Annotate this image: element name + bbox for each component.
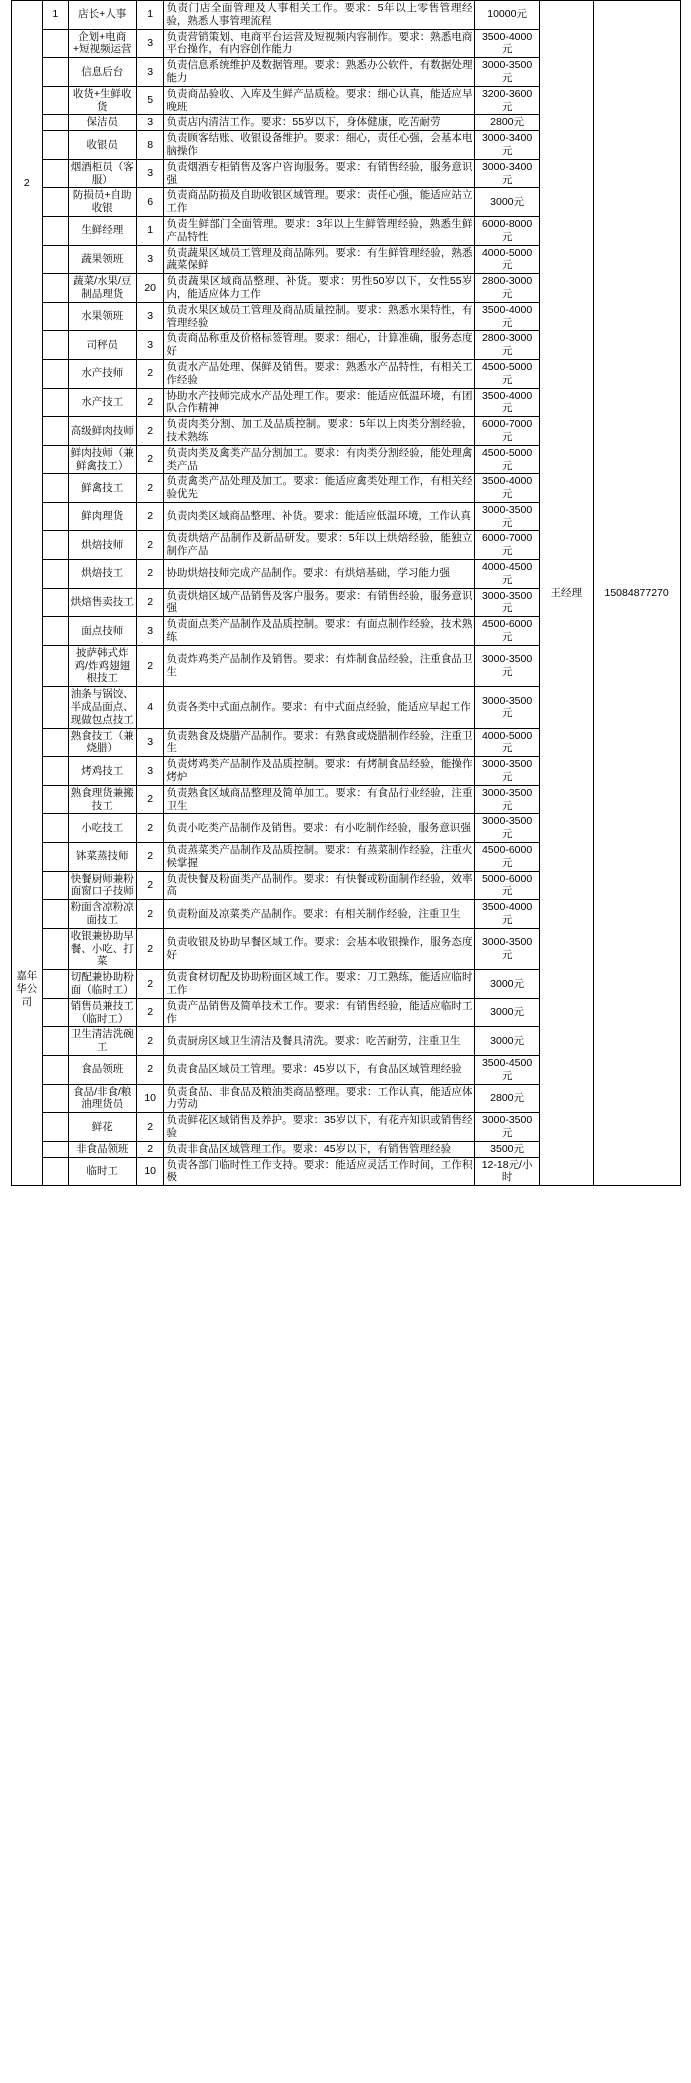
row-index bbox=[43, 1084, 68, 1113]
salary: 3500元 bbox=[475, 1141, 539, 1157]
salary: 4500-6000元 bbox=[475, 617, 539, 646]
post-name: 小吃技工 bbox=[68, 814, 136, 843]
job-description: 负责商品称重及价格标签管理。要求：细心，计算准确，服务态度好 bbox=[164, 331, 475, 360]
salary: 4500-5000元 bbox=[475, 359, 539, 388]
post-name: 鲜肉理货 bbox=[68, 502, 136, 531]
job-description: 负责水果区域员工管理及商品质量控制。要求：熟悉水果特性，有管理经验 bbox=[164, 302, 475, 331]
post-name: 防损员+自助收银 bbox=[68, 188, 136, 217]
row-index bbox=[43, 474, 68, 503]
post-name: 非食品领班 bbox=[68, 1141, 136, 1157]
post-name: 鲜肉技师（兼鲜禽技工） bbox=[68, 445, 136, 474]
job-description: 负责烘焙区域产品销售及客户服务。要求：有销售经验，服务意识强 bbox=[164, 588, 475, 617]
job-description: 负责商品验收、入库及生鲜产品质检。要求：细心认真，能适应早晚班 bbox=[164, 86, 475, 115]
row-index bbox=[43, 928, 68, 969]
row-index bbox=[43, 58, 68, 87]
job-description: 负责烘焙产品制作及新品研发。要求：5年以上烘焙经验，能独立制作产品 bbox=[164, 531, 475, 560]
job-description: 协助水产技师完成水产品处理工作。要求：能适应低温环境，有团队合作精神 bbox=[164, 388, 475, 417]
post-name: 钵菜蒸技师 bbox=[68, 843, 136, 872]
post-name: 收银员 bbox=[68, 131, 136, 160]
salary: 3000-3500元 bbox=[475, 928, 539, 969]
headcount: 2 bbox=[136, 417, 164, 446]
salary: 3200-3600元 bbox=[475, 86, 539, 115]
headcount: 3 bbox=[136, 115, 164, 131]
post-name: 粉面含凉粉凉面技工 bbox=[68, 900, 136, 929]
row-index bbox=[43, 388, 68, 417]
job-description: 负责粉面及凉菜类产品制作。要求：有相关制作经验，注重卫生 bbox=[164, 900, 475, 929]
post-name: 店长+人事 bbox=[68, 1, 136, 30]
row-index bbox=[43, 757, 68, 786]
job-description: 负责蔬果区域商品整理、补货。要求：男性50岁以下，女性55岁内，能适应体力工作 bbox=[164, 274, 475, 303]
job-description: 负责炸鸡类产品制作及销售。要求：有炸制食品经验，注重食品卫生 bbox=[164, 645, 475, 686]
post-name: 熟食理货兼搬技工 bbox=[68, 785, 136, 814]
headcount: 10 bbox=[136, 1157, 164, 1186]
headcount: 2 bbox=[136, 785, 164, 814]
job-description: 负责肉类及禽类产品分割加工。要求：有肉类分割经验，能处理禽类产品 bbox=[164, 445, 475, 474]
salary: 3000-3500元 bbox=[475, 785, 539, 814]
post-name: 烘焙技师 bbox=[68, 531, 136, 560]
post-name: 蔬果领班 bbox=[68, 245, 136, 274]
headcount: 4 bbox=[136, 687, 164, 728]
post-name: 披萨韩式炸鸡/炸鸡翅翅根技工 bbox=[68, 645, 136, 686]
headcount: 3 bbox=[136, 245, 164, 274]
salary: 3000元 bbox=[475, 1027, 539, 1056]
job-description: 负责禽类产品处理及加工。要求：能适应禽类处理工作，有相关经验优先 bbox=[164, 474, 475, 503]
salary: 3500-4000元 bbox=[475, 388, 539, 417]
row-index bbox=[43, 617, 68, 646]
job-description: 负责非食品区域管理工作。要求：45岁以下，有销售管理经验 bbox=[164, 1141, 475, 1157]
post-name: 切配兼协助粉面（临时工） bbox=[68, 970, 136, 999]
post-name: 临时工 bbox=[68, 1157, 136, 1186]
salary: 3000元 bbox=[475, 970, 539, 999]
row-index bbox=[43, 331, 68, 360]
contact-person: 王经理 bbox=[539, 1, 593, 1186]
headcount: 1 bbox=[136, 216, 164, 245]
post-name: 烟酒柜员（客服） bbox=[68, 159, 136, 188]
job-description: 负责烟酒专柜销售及客户咨询服务。要求：有销售经验，服务意识强 bbox=[164, 159, 475, 188]
row-index bbox=[43, 274, 68, 303]
headcount: 2 bbox=[136, 445, 164, 474]
job-description: 负责各部门临时性工作支持。要求：能适应灵活工作时间，工作积极 bbox=[164, 1157, 475, 1186]
post-name: 信息后台 bbox=[68, 58, 136, 87]
job-description: 负责肉类分割、加工及品质控制。要求：5年以上肉类分割经验，技术熟练 bbox=[164, 417, 475, 446]
job-description: 负责商品防损及自助收银区域管理。要求：责任心强，能适应站立工作 bbox=[164, 188, 475, 217]
salary: 6000-7000元 bbox=[475, 531, 539, 560]
salary: 6000-8000元 bbox=[475, 216, 539, 245]
salary: 12-18元/小时 bbox=[475, 1157, 539, 1186]
salary: 4000-5000元 bbox=[475, 728, 539, 757]
headcount: 2 bbox=[136, 843, 164, 872]
salary: 4500-6000元 bbox=[475, 843, 539, 872]
salary: 3000元 bbox=[475, 188, 539, 217]
salary: 3000-3500元 bbox=[475, 687, 539, 728]
post-name: 熟食技工（兼烧腊） bbox=[68, 728, 136, 757]
post-name: 卫生清洁洗碗工 bbox=[68, 1027, 136, 1056]
row-index bbox=[43, 998, 68, 1027]
salary: 3500-4000元 bbox=[475, 900, 539, 929]
headcount: 2 bbox=[136, 1027, 164, 1056]
salary: 2800-3000元 bbox=[475, 274, 539, 303]
salary: 4500-5000元 bbox=[475, 445, 539, 474]
headcount: 2 bbox=[136, 928, 164, 969]
company-cell bbox=[11, 1, 43, 1186]
salary: 5000-6000元 bbox=[475, 871, 539, 900]
post-name: 烤鸡技工 bbox=[68, 757, 136, 786]
row-index bbox=[43, 417, 68, 446]
row-index bbox=[43, 445, 68, 474]
row-index bbox=[43, 871, 68, 900]
salary: 3500-4000元 bbox=[475, 29, 539, 58]
row-index bbox=[43, 531, 68, 560]
salary: 2800元 bbox=[475, 1084, 539, 1113]
headcount: 1 bbox=[136, 1, 164, 30]
headcount: 2 bbox=[136, 970, 164, 999]
table-row bbox=[11, 1, 680, 30]
post-name: 水果领班 bbox=[68, 302, 136, 331]
row-index bbox=[43, 245, 68, 274]
job-description: 负责各类中式面点制作。要求：有中式面点经验，能适应早起工作 bbox=[164, 687, 475, 728]
post-name: 快餐厨师兼粉面窗口子技师 bbox=[68, 871, 136, 900]
row-index bbox=[43, 843, 68, 872]
job-description: 负责熟食区域商品整理及简单加工。要求：有食品行业经验，注重卫生 bbox=[164, 785, 475, 814]
job-description: 负责门店全面管理及人事相关工作。要求：5年以上零售管理经验，熟悉人事管理流程 bbox=[164, 1, 475, 30]
headcount: 3 bbox=[136, 728, 164, 757]
headcount: 3 bbox=[136, 159, 164, 188]
row-index bbox=[43, 86, 68, 115]
job-description: 协助烘焙技师完成产品制作。要求：有烘焙基础，学习能力强 bbox=[164, 560, 475, 589]
row-index: 1 bbox=[43, 1, 68, 30]
salary: 3000-3500元 bbox=[475, 58, 539, 87]
contact-phone: 15084877270 bbox=[593, 1, 680, 1186]
row-index bbox=[43, 560, 68, 589]
salary: 3000-3500元 bbox=[475, 645, 539, 686]
job-description: 负责烤鸡类产品制作及品质控制。要求：有烤制食品经验，能操作烤炉 bbox=[164, 757, 475, 786]
row-index bbox=[43, 1055, 68, 1084]
salary: 10000元 bbox=[475, 1, 539, 30]
row-index bbox=[43, 1141, 68, 1157]
job-description: 负责食品、非食品及粮油类商品整理。要求：工作认真，能适应体力劳动 bbox=[164, 1084, 475, 1113]
salary: 3500-4000元 bbox=[475, 302, 539, 331]
post-name: 水产技师 bbox=[68, 359, 136, 388]
post-name: 收货+生鲜收货 bbox=[68, 86, 136, 115]
row-index bbox=[43, 302, 68, 331]
row-index bbox=[43, 502, 68, 531]
headcount: 3 bbox=[136, 757, 164, 786]
headcount: 3 bbox=[136, 302, 164, 331]
headcount: 3 bbox=[136, 617, 164, 646]
job-description: 负责收银及协助早餐区域工作。要求：会基本收银操作，服务态度好 bbox=[164, 928, 475, 969]
headcount: 20 bbox=[136, 274, 164, 303]
salary: 3500-4500元 bbox=[475, 1055, 539, 1084]
job-table-body bbox=[11, 1, 680, 1186]
job-description: 负责信息系统维护及数据管理。要求：熟悉办公软件，有数据处理能力 bbox=[164, 58, 475, 87]
salary: 3000-3400元 bbox=[475, 159, 539, 188]
headcount: 2 bbox=[136, 1141, 164, 1157]
row-index bbox=[43, 900, 68, 929]
headcount: 2 bbox=[136, 1055, 164, 1084]
job-description: 负责生鲜部门全面管理。要求：3年以上生鲜管理经验，熟悉生鲜产品特性 bbox=[164, 216, 475, 245]
headcount: 2 bbox=[136, 645, 164, 686]
job-description: 负责店内清洁工作。要求：55岁以下，身体健康，吃苦耐劳 bbox=[164, 115, 475, 131]
post-name: 企划+电商+短视频运营 bbox=[68, 29, 136, 58]
headcount: 3 bbox=[136, 58, 164, 87]
headcount: 5 bbox=[136, 86, 164, 115]
post-name: 食品/非食/粮油理货员 bbox=[68, 1084, 136, 1113]
salary: 4000-5000元 bbox=[475, 245, 539, 274]
job-table bbox=[11, 0, 681, 1186]
row-index bbox=[43, 359, 68, 388]
row-index bbox=[43, 687, 68, 728]
salary: 3000-3400元 bbox=[475, 131, 539, 160]
job-description: 负责面点类产品制作及品质控制。要求：有面点制作经验，技术熟练 bbox=[164, 617, 475, 646]
headcount: 2 bbox=[136, 560, 164, 589]
job-description: 负责营销策划、电商平台运营及短视频内容制作。要求：熟悉电商平台操作，有内容创作能力 bbox=[164, 29, 475, 58]
row-index bbox=[43, 728, 68, 757]
post-name: 油条与锅饺、半成品面点、现做包点技工 bbox=[68, 687, 136, 728]
headcount: 10 bbox=[136, 1084, 164, 1113]
row-index bbox=[43, 1113, 68, 1142]
headcount: 2 bbox=[136, 998, 164, 1027]
row-index bbox=[43, 115, 68, 131]
job-description: 负责快餐及粉面类产品制作。要求：有快餐或粉面制作经验，效率高 bbox=[164, 871, 475, 900]
row-index bbox=[43, 970, 68, 999]
headcount: 6 bbox=[136, 188, 164, 217]
job-description: 负责食品区域员工管理。要求：45岁以下，有食品区域管理经验 bbox=[164, 1055, 475, 1084]
headcount: 2 bbox=[136, 502, 164, 531]
salary: 3000-3500元 bbox=[475, 814, 539, 843]
job-description: 负责厨房区域卫生清洁及餐具清洗。要求：吃苦耐劳，注重卫生 bbox=[164, 1027, 475, 1056]
salary: 6000-7000元 bbox=[475, 417, 539, 446]
row-label: 2 bbox=[23, 177, 30, 190]
headcount: 2 bbox=[136, 588, 164, 617]
salary: 3000-3500元 bbox=[475, 1113, 539, 1142]
salary: 4000-4500元 bbox=[475, 560, 539, 589]
row-index bbox=[43, 588, 68, 617]
headcount: 3 bbox=[136, 331, 164, 360]
post-name: 烘焙售卖技工 bbox=[68, 588, 136, 617]
job-description: 负责蒸菜类产品制作及品质控制。要求：有蒸菜制作经验，注重火候掌握 bbox=[164, 843, 475, 872]
post-name: 鲜花 bbox=[68, 1113, 136, 1142]
salary: 2800元 bbox=[475, 115, 539, 131]
post-name: 蔬菜/水果/豆制品理货 bbox=[68, 274, 136, 303]
headcount: 3 bbox=[136, 29, 164, 58]
job-description: 负责食材切配及协助粉面区域工作。要求：刀工熟练，能适应临时工作 bbox=[164, 970, 475, 999]
post-name: 高级鲜肉技师 bbox=[68, 417, 136, 446]
row-index bbox=[43, 814, 68, 843]
headcount: 2 bbox=[136, 1113, 164, 1142]
row-index bbox=[43, 216, 68, 245]
post-name: 水产技工 bbox=[68, 388, 136, 417]
headcount: 8 bbox=[136, 131, 164, 160]
row-index bbox=[43, 188, 68, 217]
row-index bbox=[43, 159, 68, 188]
row-index bbox=[43, 645, 68, 686]
post-name: 收银兼协助早餐、小吃、打菜 bbox=[68, 928, 136, 969]
salary: 3500-4000元 bbox=[475, 474, 539, 503]
post-name: 销售员兼技工（临时工） bbox=[68, 998, 136, 1027]
salary: 3000-3500元 bbox=[475, 502, 539, 531]
job-description: 负责小吃类产品制作及销售。要求：有小吃制作经验，服务意识强 bbox=[164, 814, 475, 843]
row-index bbox=[43, 29, 68, 58]
row-index bbox=[43, 131, 68, 160]
job-description: 负责蔬果区域员工管理及商品陈列。要求：有生鲜管理经验，熟悉蔬菜保鲜 bbox=[164, 245, 475, 274]
salary: 2800-3000元 bbox=[475, 331, 539, 360]
salary: 3000元 bbox=[475, 998, 539, 1027]
salary: 3000-3500元 bbox=[475, 757, 539, 786]
company-name: 嘉年华公司 bbox=[16, 970, 38, 1008]
job-description: 负责顾客结账、收银设备维护。要求：细心，责任心强，会基本电脑操作 bbox=[164, 131, 475, 160]
post-name: 保洁员 bbox=[68, 115, 136, 131]
post-name: 烘焙技工 bbox=[68, 560, 136, 589]
headcount: 2 bbox=[136, 531, 164, 560]
row-index bbox=[43, 1027, 68, 1056]
post-name: 鲜禽技工 bbox=[68, 474, 136, 503]
job-description: 负责产品销售及简单技术工作。要求：有销售经验，能适应临时工作 bbox=[164, 998, 475, 1027]
job-description: 负责熟食及烧腊产品制作。要求：有熟食或烧腊制作经验，注重卫生 bbox=[164, 728, 475, 757]
headcount: 2 bbox=[136, 900, 164, 929]
row-index bbox=[43, 1157, 68, 1186]
post-name: 食品领班 bbox=[68, 1055, 136, 1084]
job-description: 负责肉类区域商品整理、补货。要求：能适应低温环境，工作认真 bbox=[164, 502, 475, 531]
headcount: 2 bbox=[136, 388, 164, 417]
post-name: 司秤员 bbox=[68, 331, 136, 360]
headcount: 2 bbox=[136, 474, 164, 503]
salary: 3000-3500元 bbox=[475, 588, 539, 617]
post-name: 面点技师 bbox=[68, 617, 136, 646]
headcount: 2 bbox=[136, 814, 164, 843]
headcount: 2 bbox=[136, 871, 164, 900]
post-name: 生鲜经理 bbox=[68, 216, 136, 245]
row-index bbox=[43, 785, 68, 814]
headcount: 2 bbox=[136, 359, 164, 388]
job-description: 负责水产品处理、保鲜及销售。要求：熟悉水产品特性，有相关工作经验 bbox=[164, 359, 475, 388]
job-description: 负责鲜花区域销售及养护。要求：35岁以下，有花卉知识或销售经验 bbox=[164, 1113, 475, 1142]
